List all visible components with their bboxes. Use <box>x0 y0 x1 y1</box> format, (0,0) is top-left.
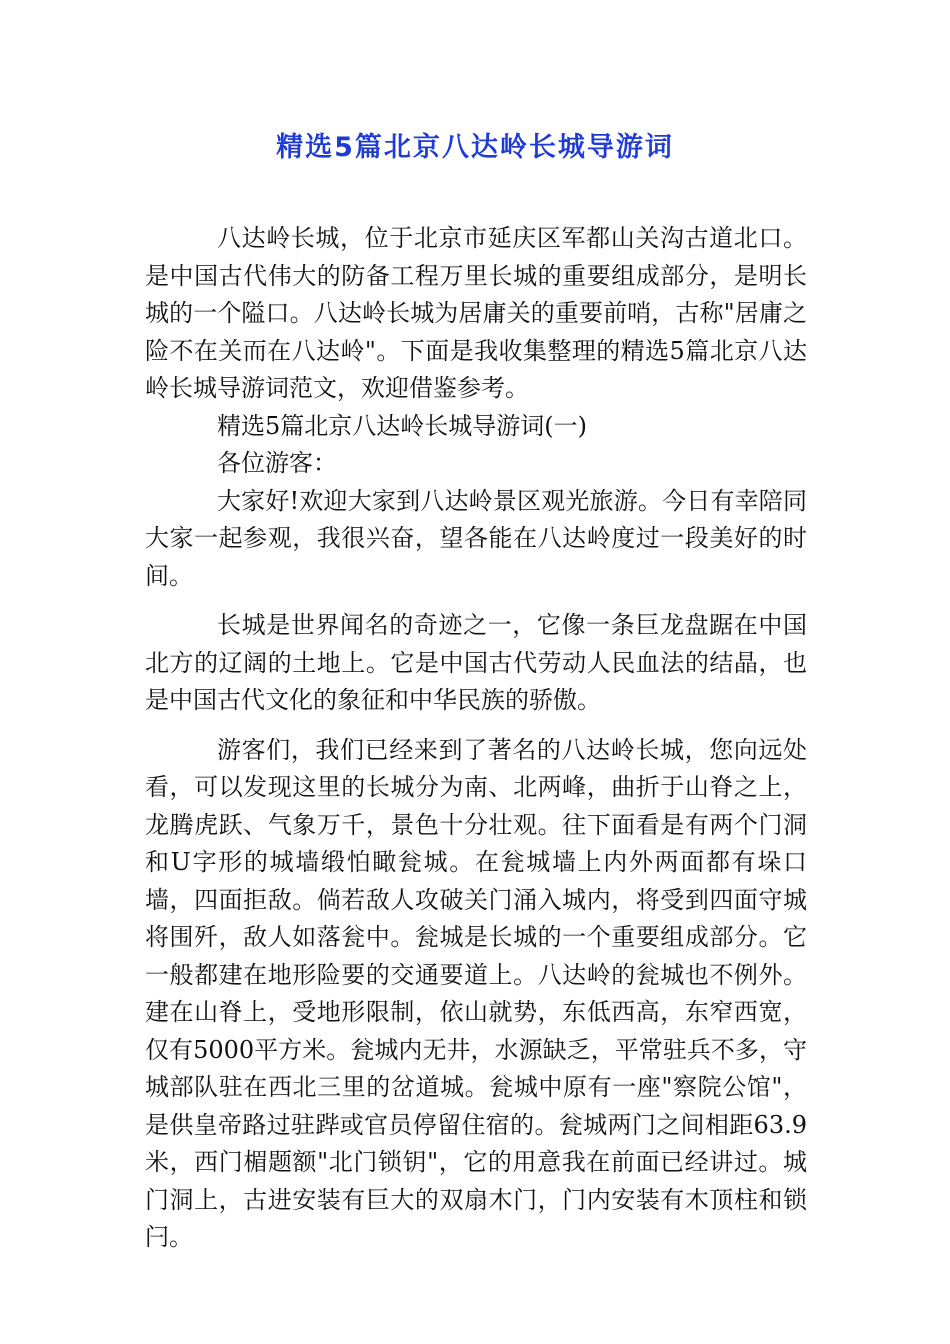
paragraph-great-wall: 长城是世界闻名的奇迹之一，它像一条巨龙盘踞在中国北方的辽阔的土地上。它是中国古代劳动人民血法的结晶，也是中国古代文化的象征和中华民族的骄傲。 <box>145 611 807 714</box>
page-title: 精选5篇北京八达岭长城导游词 <box>276 132 674 163</box>
paragraph-welcome: 大家好!欢迎大家到八达岭景区观光旅游。今日有幸陪同大家一起参观，我很兴奋，望各能在八达岭度过一段美好的时间。 <box>145 486 807 590</box>
paragraph-intro: 八达岭长城，位于北京市延庆区军都山关沟古道北口。是中国古代伟大的防备工程万里长城的重要组成部分，是明长城的一个隘口。八达岭长城为居庸关的重要前哨，古称"居庸之险不在关而在八达岭"。下面是我收集整理的精选5篇北京八达岭长城导游词范文，欢迎借鉴参考。 <box>145 224 807 402</box>
document-body <box>145 220 807 1257</box>
section-heading: 精选5篇北京八达岭长城导游词(一) <box>217 411 587 440</box>
paragraph-badaling: 游客们，我们已经来到了著名的八达岭长城，您向远处看，可以发现这里的长城分为南、北两峰，曲折于山脊之上，龙腾虎跃、气象万千，景色十分壮观。往下面看是有两个门洞和U字形的城墙缎怕瞰瓮城。在瓮城墙上内外两面都有垛口墙，四面拒敌。倘若敌人攻破关门涌入城内，将受到四面守城将围歼，敌人如落瓮中。瓮城是长城的一个重要组成部分。它一般都建在地形险要的交通要道上。八达岭的瓮城也不例外。建在山脊上，受地形限制，依山就势，东低西高，东窄西宽，仅有5000平方米。瓮城内无井，水源缺乏，平常驻兵不多，守城部队驻在西北三里的岔道城。瓮城中原有一座"察院公馆"，是供皇帝路过驻跸或官员停留住宿的。瓮城两门之间相距63.9米，西门楣题额"北门锁钥"，它的用意我在前面已经讲过。城门洞上，古进安装有巨大的双扇木门，门内安装有木顶柱和锁闩。 <box>145 735 807 1251</box>
salutation: 各位游客： <box>217 449 337 477</box>
